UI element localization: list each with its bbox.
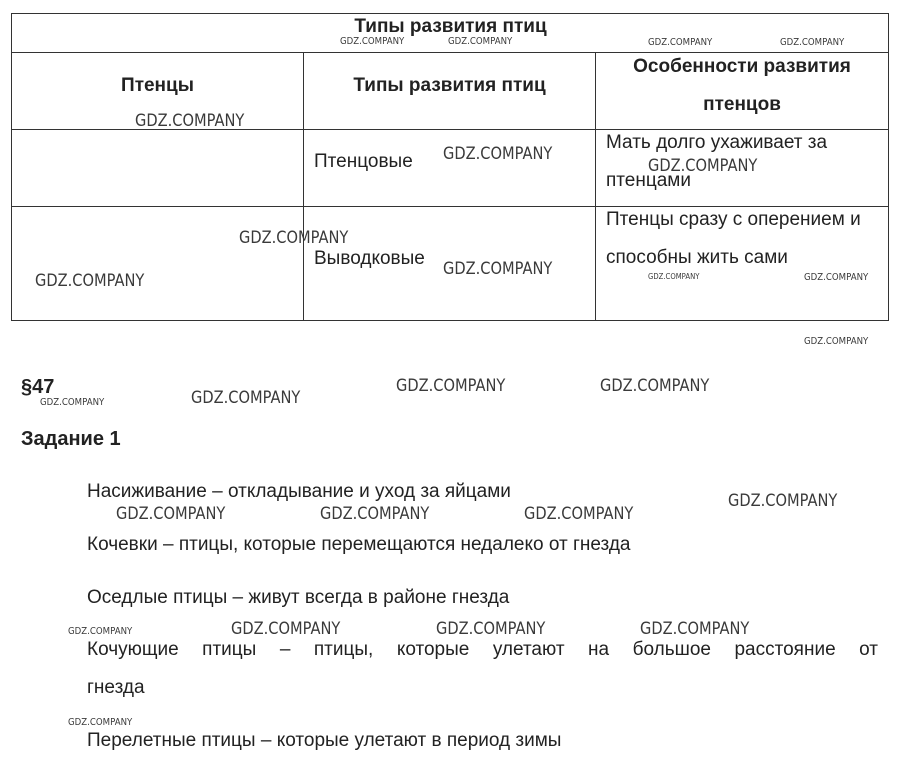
watermark: GDZ.COMPANY <box>600 376 710 396</box>
paragraph-incubation: Насиживание – откладывание и уход за яйцами <box>87 481 511 502</box>
watermark: GDZ.COMPANY <box>68 717 133 728</box>
watermark: GDZ.COMPANY <box>340 36 405 47</box>
table-cell-r2-c2: Выводковые <box>314 248 425 269</box>
table-border-bottom <box>11 320 889 321</box>
watermark: GDZ.COMPANY <box>728 491 838 511</box>
table-border-right <box>888 13 889 321</box>
paragraph-sedentary: Оседлые птицы – живут всегда в районе гнезда <box>87 587 510 608</box>
paragraph-nomadic: Кочующие птицы – птицы, которые улетают на большое расстояние от <box>87 639 878 660</box>
watermark: GDZ.COMPANY <box>780 37 845 48</box>
table-header-dev-types: Типы развития птиц <box>353 75 546 96</box>
paragraph-migratory: Перелетные птицы – которые улетают в период зимы <box>87 730 562 751</box>
watermark: GDZ.COMPANY <box>443 144 553 164</box>
watermark: GDZ.COMPANY <box>648 156 758 176</box>
watermark: GDZ.COMPANY <box>804 272 869 283</box>
watermark: GDZ.COMPANY <box>40 397 105 408</box>
watermark: GDZ.COMPANY <box>239 228 349 248</box>
table-col-divider-2 <box>595 52 596 321</box>
watermark: GDZ.COMPANY <box>396 376 506 396</box>
watermark: GDZ.COMPANY <box>68 626 133 637</box>
watermark: GDZ.COMPANY <box>443 259 553 279</box>
watermark: GDZ.COMPANY <box>640 619 750 639</box>
watermark: GDZ.COMPANY <box>648 37 713 48</box>
watermark: GDZ.COMPANY <box>804 336 869 347</box>
table-cell-r1-c3: Мать долго ухаживает за птенцами <box>606 132 828 191</box>
section-number: §47 <box>21 376 55 398</box>
watermark: GDZ.COMPANY <box>524 504 634 524</box>
table-border-left <box>11 13 12 321</box>
watermark: GDZ.COMPANY <box>135 111 245 131</box>
watermark: GDZ.COMPANY <box>448 36 513 47</box>
table-cell-r2-c3: Птенцы сразу с оперением и способны жить сами <box>606 209 861 268</box>
paragraph-roaming: Кочевки – птицы, которые перемещаются недалеко от гнезда <box>87 534 631 555</box>
watermark: GDZ.COMPANY <box>116 504 226 524</box>
watermark: GDZ.COMPANY <box>231 619 341 639</box>
watermark: GDZ.COMPANY <box>436 619 546 639</box>
table-title: Типы развития птиц <box>354 16 547 37</box>
watermark: GDZ.COMPANY <box>191 388 301 408</box>
watermark: GDZ.COMPANY <box>320 504 430 524</box>
table-header-features: Особенности развития птенцов <box>633 56 851 115</box>
watermark: GDZ.COMPANY <box>35 271 145 291</box>
watermark: GDZ.COMPANY <box>648 272 700 281</box>
table-header-chicks: Птенцы <box>121 75 194 96</box>
task-title: Задание 1 <box>21 428 121 450</box>
table-cell-r1-c2: Птенцовые <box>314 151 413 172</box>
paragraph-nomadic-cont: гнезда <box>87 677 145 698</box>
